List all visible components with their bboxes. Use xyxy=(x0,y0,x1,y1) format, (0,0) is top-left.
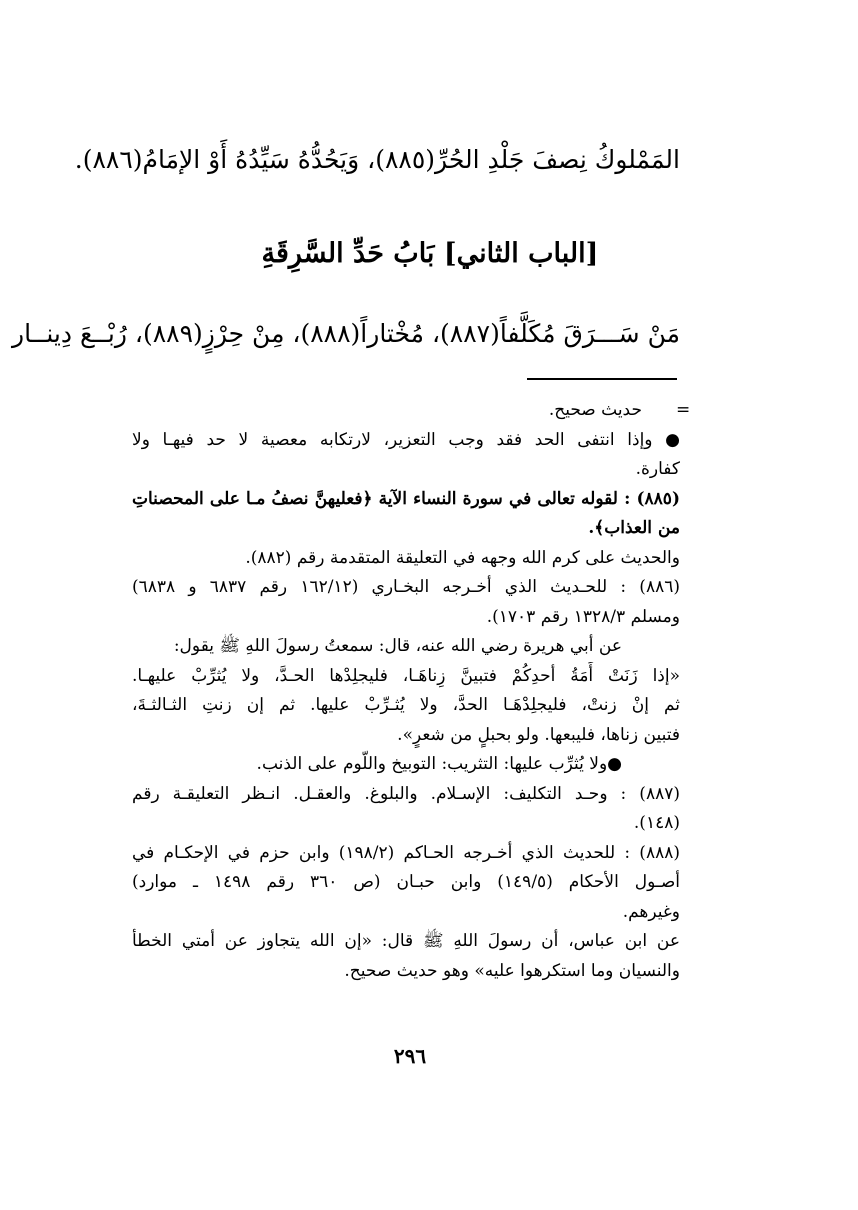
chapter-heading: [الباب الثاني] بَابُ حَدِّ السَّرِقَةِ xyxy=(261,238,599,269)
footnote-separator xyxy=(527,378,677,380)
main-text-line-1: المَمْلوكُ نِصفَ جَلْدِ الحُرِّ(٨٨٥)، وَيَحُدُّهُ سَيِّدُهُ أَوْ الإمَامُ(٨٨٦). xyxy=(74,145,680,174)
footnote-line: من العذاب﴾. xyxy=(588,518,680,538)
footnote-line: حديث صحيح. xyxy=(548,400,642,420)
footnote-line: والنسيان وما استكرهوا عليه» وهو حديث صحيح. xyxy=(344,960,680,981)
footnote-line: ● وإذا انتفى الحد فقد وجب التعزير، لارتكابه معصية لا حد فيهـا ولا xyxy=(132,429,680,450)
footnote-line: عن ابن عباس، أن رسولَ اللهِ ﷺ قال: «إن الله يتجاوز عن أمتي الخطأ xyxy=(132,931,680,951)
footnote-line: (٨٨٨) : للحديث الذي أخـرجه الحـاكم (١٩٨/٢) وابن حزم في الإحكـام في xyxy=(132,842,680,863)
footnote-line: (١٤٨). xyxy=(633,813,680,833)
footnote-continuation-mark: = xyxy=(676,400,691,420)
footnote-line: وغيرهم. xyxy=(622,901,680,922)
page-number: ٢٩٦ xyxy=(393,1044,427,1068)
footnote-line: والحديث على كرم الله وجهه في التعليقة المتقدمة رقم (٨٨٢). xyxy=(245,547,680,568)
footnote-line: ثم إنْ زنتْ، فليجلِدْهَـا الحدَّ، ولا يُثـرِّبْ عليها. ثم إن زنتِ الثـالثـةَ، xyxy=(132,695,680,715)
footnote-line: عن أبي هريرة رضي الله عنه، قال: سمعتُ رسولَ اللهِ ﷺ يقول: xyxy=(173,636,622,656)
footnote-line: كفارة. xyxy=(635,459,680,479)
footnote-line: فتبين زناها، فليبعها. ولو بحبلٍ من شعرٍ». xyxy=(397,724,680,745)
footnotes-block xyxy=(132,396,680,986)
footnote-line: ●ولا يُثرِّب عليها: التثريب: التوبيخ واللّوم على الذنب. xyxy=(256,754,622,774)
footnote-line: أصـول الأحكام (١٤٩/٥) وابن حبـان (ص ٣٦٠ رقم ١٤٩٨ ـ موارد) xyxy=(132,872,680,892)
footnote-line: (٨٨٦) : للحـديث الذي أخـرجه البخـاري (١٦٢/١٢ رقم ٦٨٣٧ و ٦٨٣٨) xyxy=(132,577,680,597)
footnote-line: (٨٨٥) : لقوله تعالى في سورة النساء الآية ﴿فعليهنَّ نصفُ مـا على المحصناتِ xyxy=(132,488,680,509)
footnote-line: «إذا زَنَتْ أَمَةُ أحدِكُمْ فتبينَّ زِناهَـا، فليجلِدْها الحـدَّ، ولا يُثرِّبْ عليهـا. xyxy=(132,665,680,686)
footnote-line: ومسلم ١٣٢٨/٣ رقم ١٧٠٣). xyxy=(486,606,680,627)
footnote-line: (٨٨٧) : وحـد التكليف: الإسـلام. والبلوغ. والعقـل. انـظر التعليقـة رقم xyxy=(132,783,680,804)
main-text-line-2: مَنْ سَـــرَقَ مُكَلَّفاً(٨٨٧)، مُخْتاراً(٨٨٨)، مِنْ حِرْزٍ(٨٨٩)، رُبْــعَ دِينــار xyxy=(12,319,680,348)
